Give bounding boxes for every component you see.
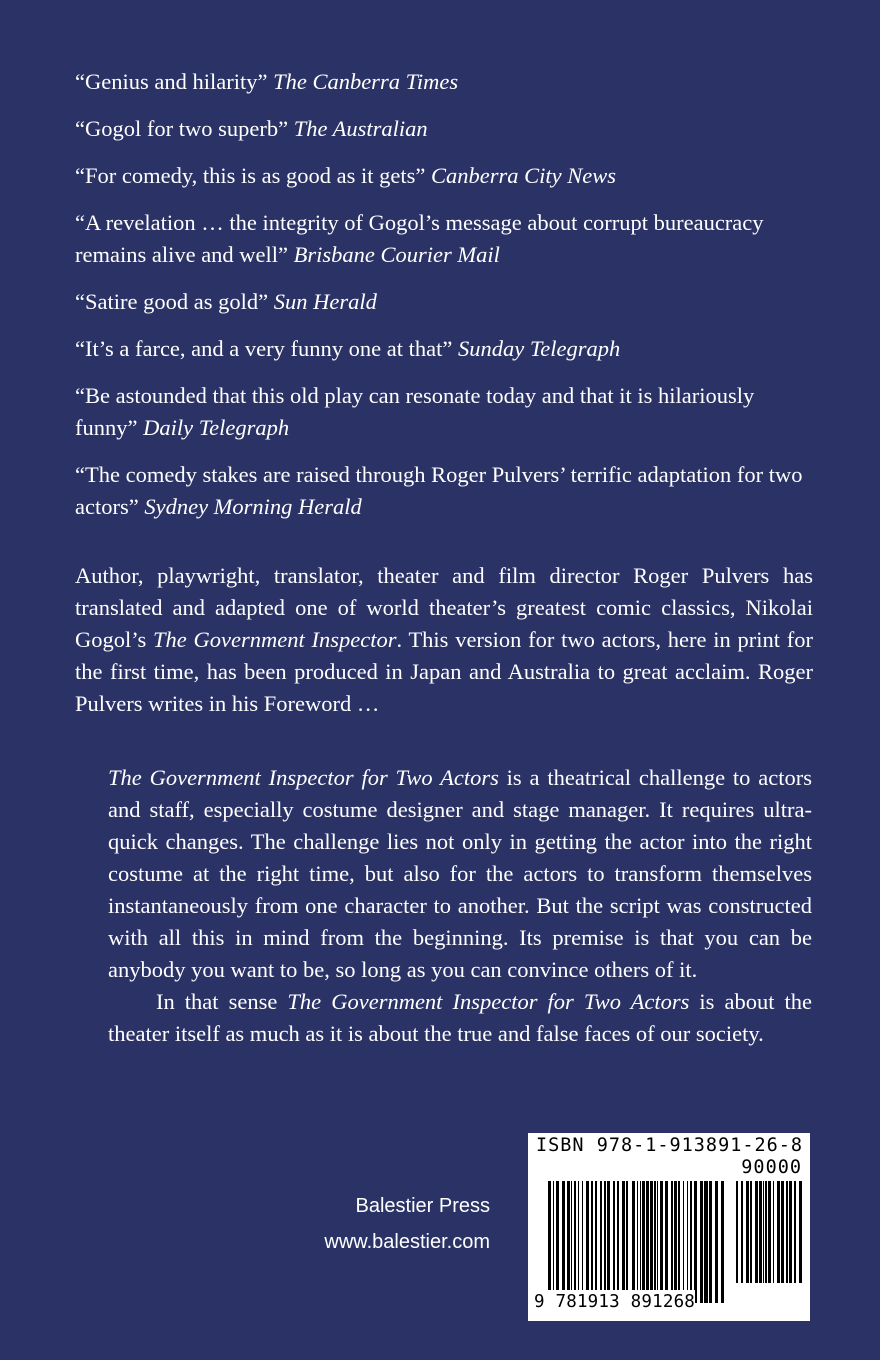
barcode-bar [741, 1181, 743, 1283]
barcode-bar [721, 1181, 724, 1303]
barcode-bar [799, 1181, 802, 1283]
barcode-bar [591, 1181, 593, 1303]
barcode-bar [574, 1181, 576, 1303]
barcode-bar [690, 1181, 692, 1303]
barcode-bar [650, 1181, 653, 1303]
play-title: The Government Inspector for Two Actors [108, 765, 499, 790]
barcode-bar [600, 1181, 602, 1303]
barcode-bar [660, 1181, 663, 1303]
barcode-bar [654, 1181, 656, 1303]
barcode-bar [657, 1181, 658, 1303]
barcode-bar [781, 1181, 784, 1283]
barcode-bar [665, 1181, 668, 1303]
barcode-bar [578, 1181, 579, 1303]
review-quote: “The comedy stakes are raised through Roger Pulvers’ terrific adaptation for two actors” Sydney Morning Herald [75, 462, 803, 519]
barcode-bar [704, 1181, 708, 1303]
barcode-bar [746, 1181, 749, 1283]
review-quote: “Satire good as gold” Sun Herald [75, 289, 377, 314]
book-title: The Government Inspector [153, 627, 397, 652]
barcode-bar [694, 1181, 697, 1303]
barcode-bar [626, 1181, 628, 1303]
barcode-bar [755, 1181, 758, 1283]
excerpt-paragraph: In that sense The Government Inspector for Two Actors is about the theater itself as much as it is about the true and false faces of our society. [108, 989, 813, 1046]
price-code: 90000 [741, 1157, 802, 1178]
barcode-bar [715, 1181, 718, 1303]
barcode-bar [777, 1181, 780, 1283]
play-title: The Government Inspector for Two Actors [287, 989, 690, 1014]
barcode-bar [632, 1181, 635, 1303]
isbn-barcode [528, 1133, 810, 1321]
barcode-bar [794, 1181, 796, 1283]
barcode-bar [683, 1181, 684, 1303]
quote-source: The Canberra Times [273, 69, 459, 94]
barcode-bar [637, 1181, 638, 1303]
barcode-bar [763, 1181, 764, 1283]
barcode-bar [562, 1181, 565, 1303]
barcode-bar [556, 1181, 559, 1303]
barcode-bar [571, 1181, 572, 1303]
isbn-label: ISBN 978-1-913891-26-8 [536, 1135, 804, 1156]
barcode-bar [604, 1181, 606, 1303]
quote-source: Daily Telegraph [143, 415, 290, 440]
ean-digits: 9 781913 891268 [534, 1292, 696, 1312]
barcode-bar [768, 1181, 771, 1283]
barcode-bar [671, 1181, 673, 1303]
barcode-bar [773, 1181, 774, 1283]
barcode-bar [687, 1181, 688, 1303]
excerpt-paragraph: The Government Inspector for Two Actors is a theatrical challenge to actors and staff, especially costume designer and stage manager. It requires ultra-quick changes. The challenge lies not only in getting the actor into the right costume at the right time, but also for the actors to transform themselves instantaneously from one character to another. But the script was constructed with all this in mind from the beginning. Its premise is that you can be anybody you want to be, so long as you can convince others of it. [108, 765, 812, 982]
barcode-bar [567, 1181, 570, 1303]
review-quote: “Genius and hilarity” The Canberra Times [75, 69, 459, 94]
review-quote: “It’s a farce, and a very funny one at that” Sunday Telegraph [75, 336, 621, 361]
barcode-bar [622, 1181, 625, 1303]
barcode-bar [789, 1181, 792, 1283]
barcode-bar [548, 1181, 551, 1303]
barcode-bar [582, 1181, 583, 1303]
barcode-bar [646, 1181, 649, 1303]
barcode-bar [700, 1181, 703, 1303]
barcode-bar [613, 1181, 615, 1303]
barcode-bar [642, 1181, 645, 1303]
quote-source: Canberra City News [431, 163, 617, 188]
barcode-bar [759, 1181, 762, 1283]
publisher-name: Balestier Press [355, 1195, 490, 1217]
barcode-bar [786, 1181, 788, 1283]
barcode-bar [709, 1181, 712, 1303]
barcode-bar [765, 1181, 767, 1283]
foreword-excerpt [108, 762, 812, 1050]
barcode-bar [586, 1181, 589, 1303]
review-quote: “Gogol for two superb” The Australian [75, 116, 428, 141]
barcode-bar [674, 1181, 677, 1303]
publisher-website: www.balestier.com [324, 1231, 490, 1253]
barcode-bar [736, 1181, 738, 1283]
quote-source: Sun Herald [273, 289, 377, 314]
barcode-bar [750, 1181, 752, 1283]
barcode-bar [607, 1181, 610, 1303]
barcode-bar [640, 1181, 641, 1303]
book-description: Author, playwright, translator, theater and film director Roger Pulvers has translated and adapted one of world theater’s greatest comic classics, Nikolai Gogol’s The Government Inspector. This version for two actors, here in print for the first time, has been produced in Japan and Australia to great acclaim. Roger Pulvers writes in his Foreword … [75, 563, 813, 716]
barcode-bar [617, 1181, 619, 1303]
quote-source: Sydney Morning Herald [144, 494, 362, 519]
review-quote: “A revelation … the integrity of Gogol’s message about corrupt bureaucracy remains alive and well” Brisbane Courier Mail [75, 210, 764, 267]
review-quote: “Be astounded that this old play can resonate today and that it is hilariously funny” Daily Telegraph [75, 383, 755, 440]
quote-source: Sunday Telegraph [457, 336, 621, 361]
publisher-info [260, 1188, 490, 1260]
barcode-bar [678, 1181, 680, 1303]
review-quotes [75, 66, 815, 538]
quote-source: The Australian [293, 116, 428, 141]
review-quote: “For comedy, this is as good as it gets” Canberra City News [75, 163, 617, 188]
quote-source: Brisbane Courier Mail [293, 242, 500, 267]
barcode-bar [553, 1181, 554, 1303]
barcode-bar [595, 1181, 597, 1303]
